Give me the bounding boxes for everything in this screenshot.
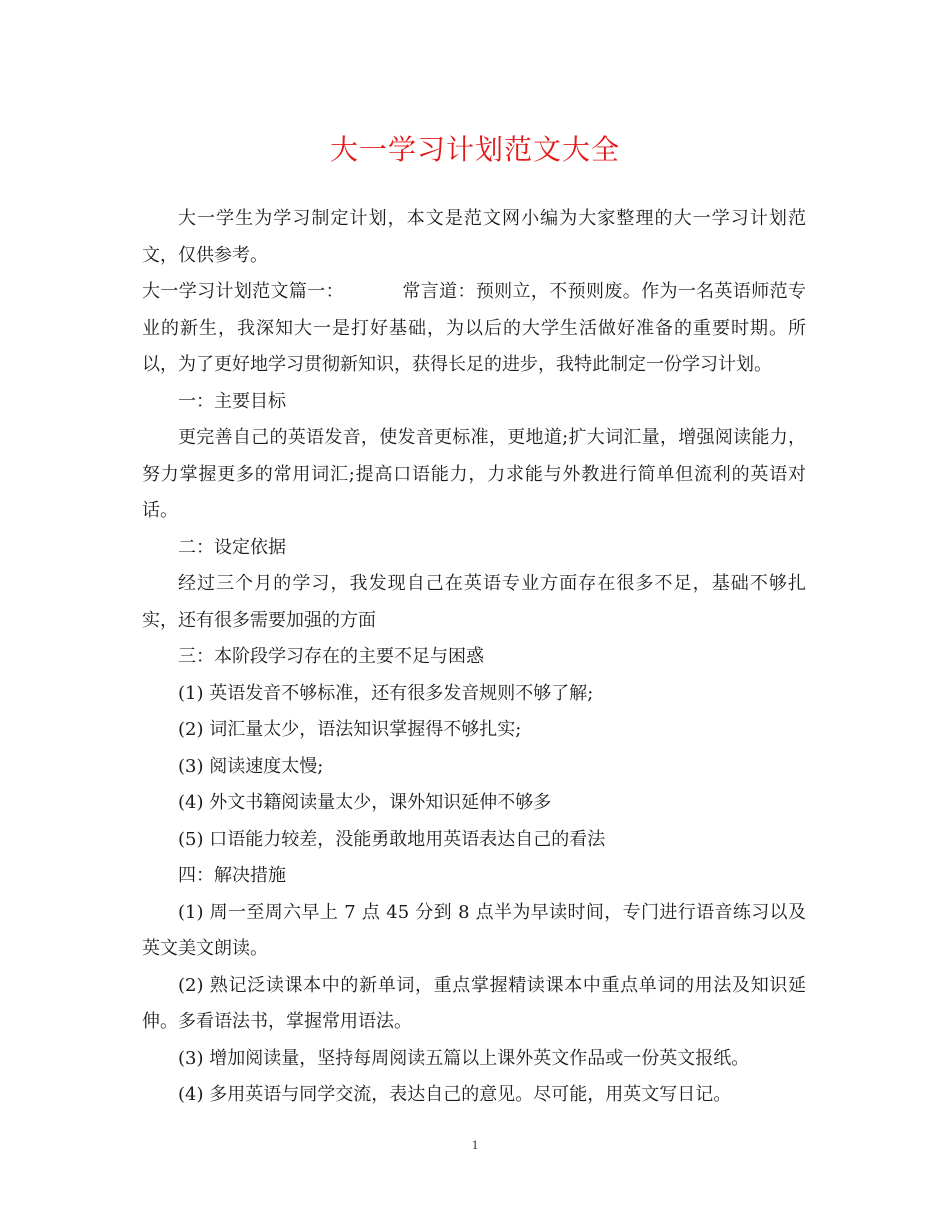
list-item: (3) 增加阅读量，坚持每周阅读五篇以上课外英文作品或一份英文报纸。 xyxy=(178,1047,750,1069)
section-label: 大一学习计划范文篇一： xyxy=(142,281,344,302)
list-item: (1) 英语发音不够标准，还有很多发音规则不够了解; xyxy=(178,682,594,704)
heading-measures: 四：解决措施 xyxy=(178,865,286,886)
document-body xyxy=(142,201,806,1114)
list-item: (5) 口语能力较差，没能勇敢地用英语表达自己的看法 xyxy=(178,828,606,850)
list-item: (3) 阅读速度太慢; xyxy=(178,755,324,777)
paragraph-basis: 经过三个月的学习，我发现自己在英语专业方面存在很多不足，基础不够扎实，还有很多需要加强的方面 xyxy=(142,573,806,631)
heading-basis: 二：设定依据 xyxy=(178,536,286,558)
list-item: (4) 外文书籍阅读量太少，课外知识延伸不够多 xyxy=(178,792,552,813)
list-item: (4) 多用英语与同学交流，表达自己的意见。尽可能，用英文写日记。 xyxy=(178,1084,732,1105)
list-item: (2) 熟记泛读课本中的新单词，重点掌握精读课本中重点单词的用法及知识延伸。多看语法书，掌握常用语法。 xyxy=(142,974,806,1032)
list-item: (2) 词汇量太少，语法知识掌握得不够扎实; xyxy=(178,719,522,740)
page-number: 1 xyxy=(471,1137,479,1152)
list-item: (1) 周一至周六早上 7 点 45 分到 8 点半为早读时间，专门进行语音练习以及英文美文朗读。 xyxy=(142,901,806,959)
paragraph-main-goals: 更完善自己的英语发音，使发音更标准，更地道;扩大词汇量，增强阅读能力，努力掌握更多的常用词汇;提高口语能力，力求能与外教进行简单但流利的英语对话。 xyxy=(142,427,806,521)
section-text: 常言道：预则立，不预则废。作为一名英语师范专业的新生，我深知大一是打好基础，为以后的大学生活做好准备的重要时期。所以，为了更好地学习贯彻新知识，获得长足的进步，我特此制定一份学习计划。 xyxy=(142,281,806,375)
heading-problems: 三：本阶段学习存在的主要不足与困惑 xyxy=(178,646,484,667)
intro-paragraph: 大一学生为学习制定计划，本文是范文网小编为大家整理的大一学习计划范文，仅供参考。 xyxy=(142,208,806,266)
document-title: 大一学习计划范文大全 xyxy=(329,133,620,166)
section-paragraph xyxy=(142,274,806,384)
heading-main-goals: 一：主要目标 xyxy=(178,390,286,412)
